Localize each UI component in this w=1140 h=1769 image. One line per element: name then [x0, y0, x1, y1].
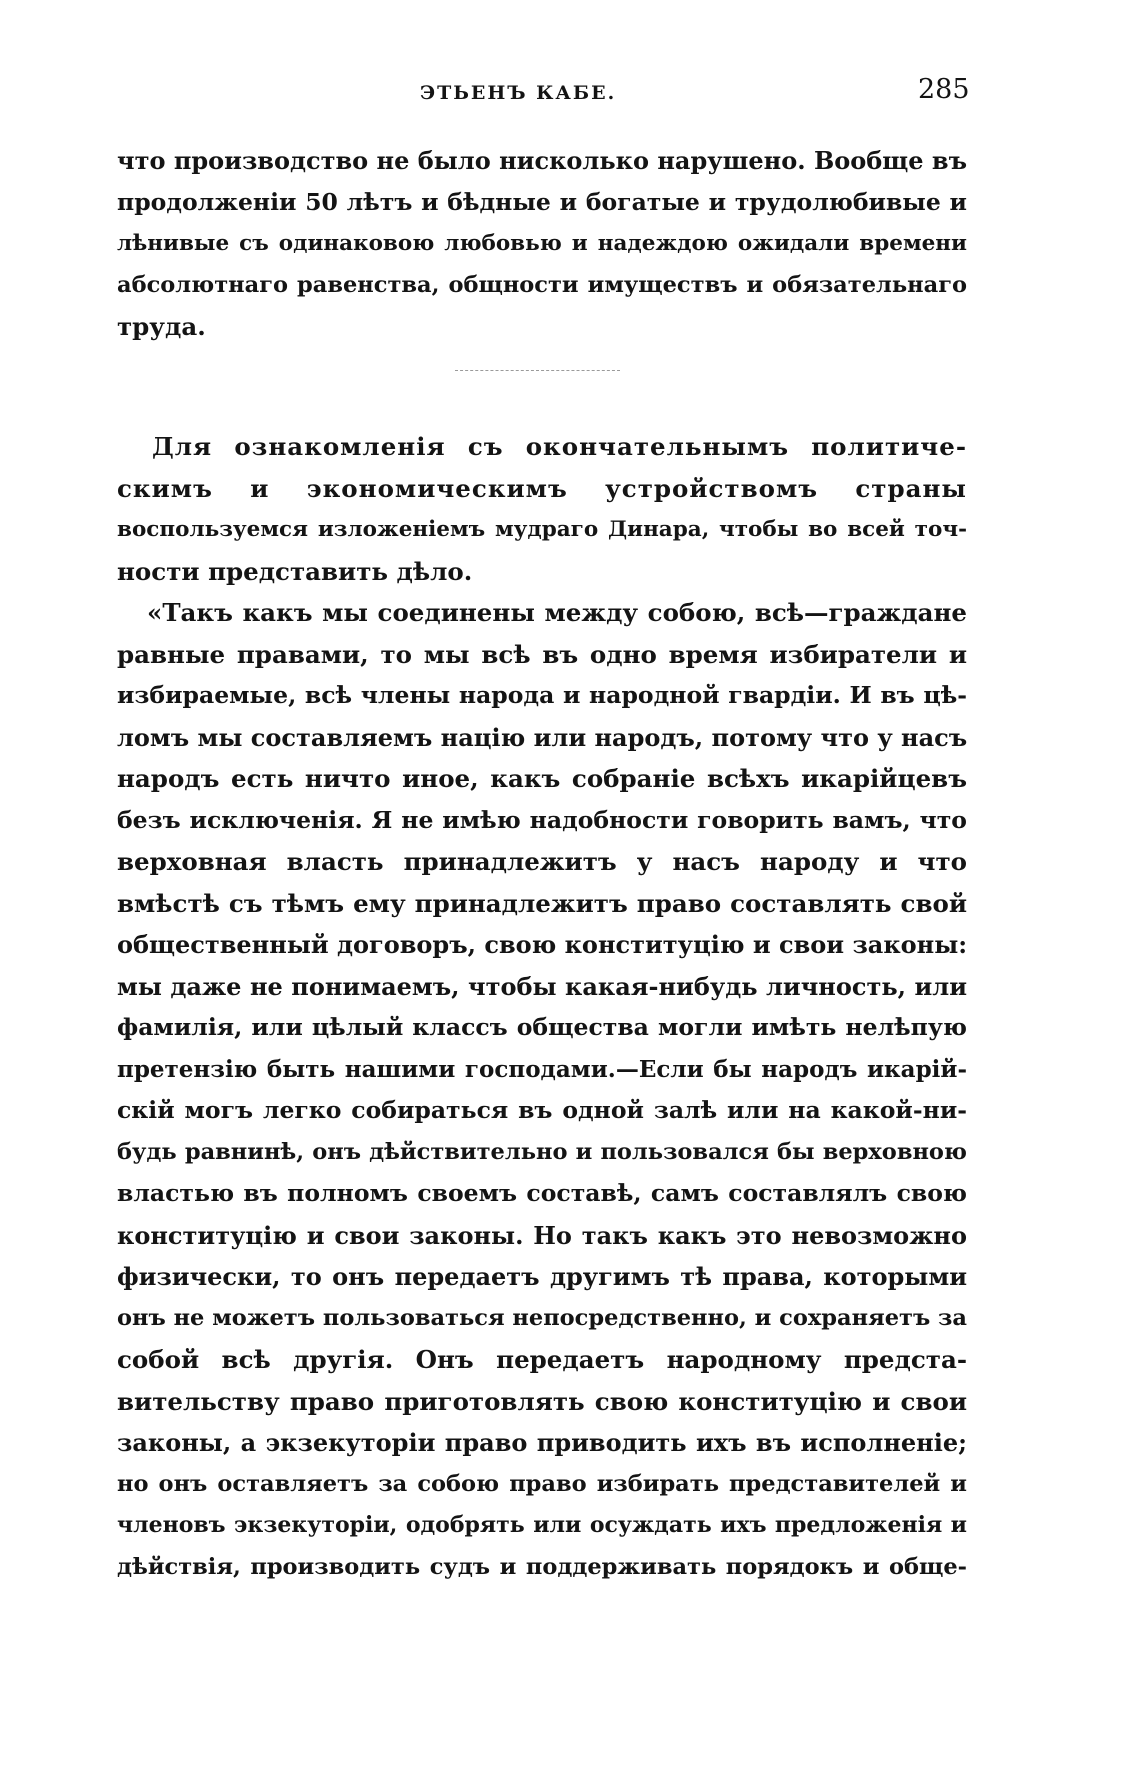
text-line: вительству право приготовлять свою конституцію и свои [117, 1386, 967, 1416]
text-line: конституцію и свои законы. Но такъ какъ это невозможно [117, 1220, 967, 1250]
text-line: но онъ оставляетъ за собою право избирать представителей и [117, 1470, 967, 1497]
paragraph-section [117, 426, 967, 1588]
text-line: продолженіи 50 лѣтъ и бѣдные и богатые и трудолюбивые и [117, 187, 967, 216]
text-line: верховная власть принадлежитъ у насъ народу и что [117, 847, 967, 876]
text-line: собой всѣ другія. Онъ передаетъ народному предста- [117, 1345, 967, 1374]
text-line: будь равнинѣ, онъ дѣйствительно и пользовался бы верховною [117, 1138, 967, 1165]
text-line: избираемые, всѣ члены народа и народной гвардіи. И въ цѣ- [117, 681, 967, 709]
text-line: властью въ полномъ своемъ составѣ, самъ составлялъ свою [117, 1179, 967, 1207]
text-line: общественный договоръ, свою конституцію и свои законы: [117, 930, 968, 959]
text-line: членовъ экзекуторіи, одобрять или осуждать ихъ предложенія и [117, 1512, 967, 1538]
text-line: безъ исключенія. Я не имѣю надобности говорить вамъ, что [117, 805, 967, 834]
text-line: мы даже не понимаемъ, чтобы какая-нибудь личность, или [117, 971, 967, 1001]
text-line: скимъ и экономическимъ устройствомъ страны [117, 473, 967, 503]
text-line: народъ есть ничто иное, какъ собраніе всѣхъ икарійцевъ [117, 764, 967, 793]
page-number: 285 [918, 74, 970, 105]
running-head: ЭТЬЕНЪ КАБЕ. [420, 82, 617, 104]
text-line: законы, а экзекуторіи право приводить ихъ въ исполненіе; [117, 1428, 967, 1457]
text-line: абсолютнаго равенства, общности имуществъ и обязательнаго [117, 271, 967, 298]
text-line: Для ознакомленія съ окончательнымъ политиче- [152, 432, 967, 461]
text-line: «Такъ какъ мы соединены между собою, всѣ—граждане [147, 598, 967, 627]
text-line: физически, то онъ передаетъ другимъ тѣ права, которыми [117, 1262, 967, 1291]
text-line: вмѣстѣ съ тѣмъ ему принадлежитъ право составлять свой [117, 888, 967, 918]
text-line: претензію быть нашими господами.—Если бы народъ икарій- [117, 1055, 967, 1083]
section-divider [455, 370, 620, 371]
page-header [0, 74, 1140, 114]
text-line: дѣйствія, производить судъ и поддерживать порядокъ и обще- [117, 1553, 967, 1580]
text-line: онъ не можетъ пользоваться непосредственно, и сохраняетъ за [117, 1304, 967, 1331]
text-line: фамилія, или цѣлый классъ общества могли имѣть нелѣпую [117, 1013, 967, 1041]
text-line: лѣнивые съ одинаковою любовью и надеждою ожидали времени [117, 231, 967, 256]
text-line: скій могъ легко собираться въ одной залѣ или на какой-ни- [117, 1096, 967, 1124]
text-line: равные правами, то мы всѣ въ одно время избиратели и [117, 639, 967, 669]
text-line: воспользуемся изложеніемъ мудраго Динара, чтобы во всей точ- [117, 517, 967, 542]
text-line: что производство не было нисколько нарушено. Вообще въ [117, 146, 967, 175]
text-line: ломъ мы составляемъ націю или народъ, потому что у насъ [117, 722, 968, 752]
text-line: труда. [117, 312, 206, 341]
paragraph-continued [117, 140, 967, 348]
text-line: ности представить дѣло. [117, 556, 473, 586]
